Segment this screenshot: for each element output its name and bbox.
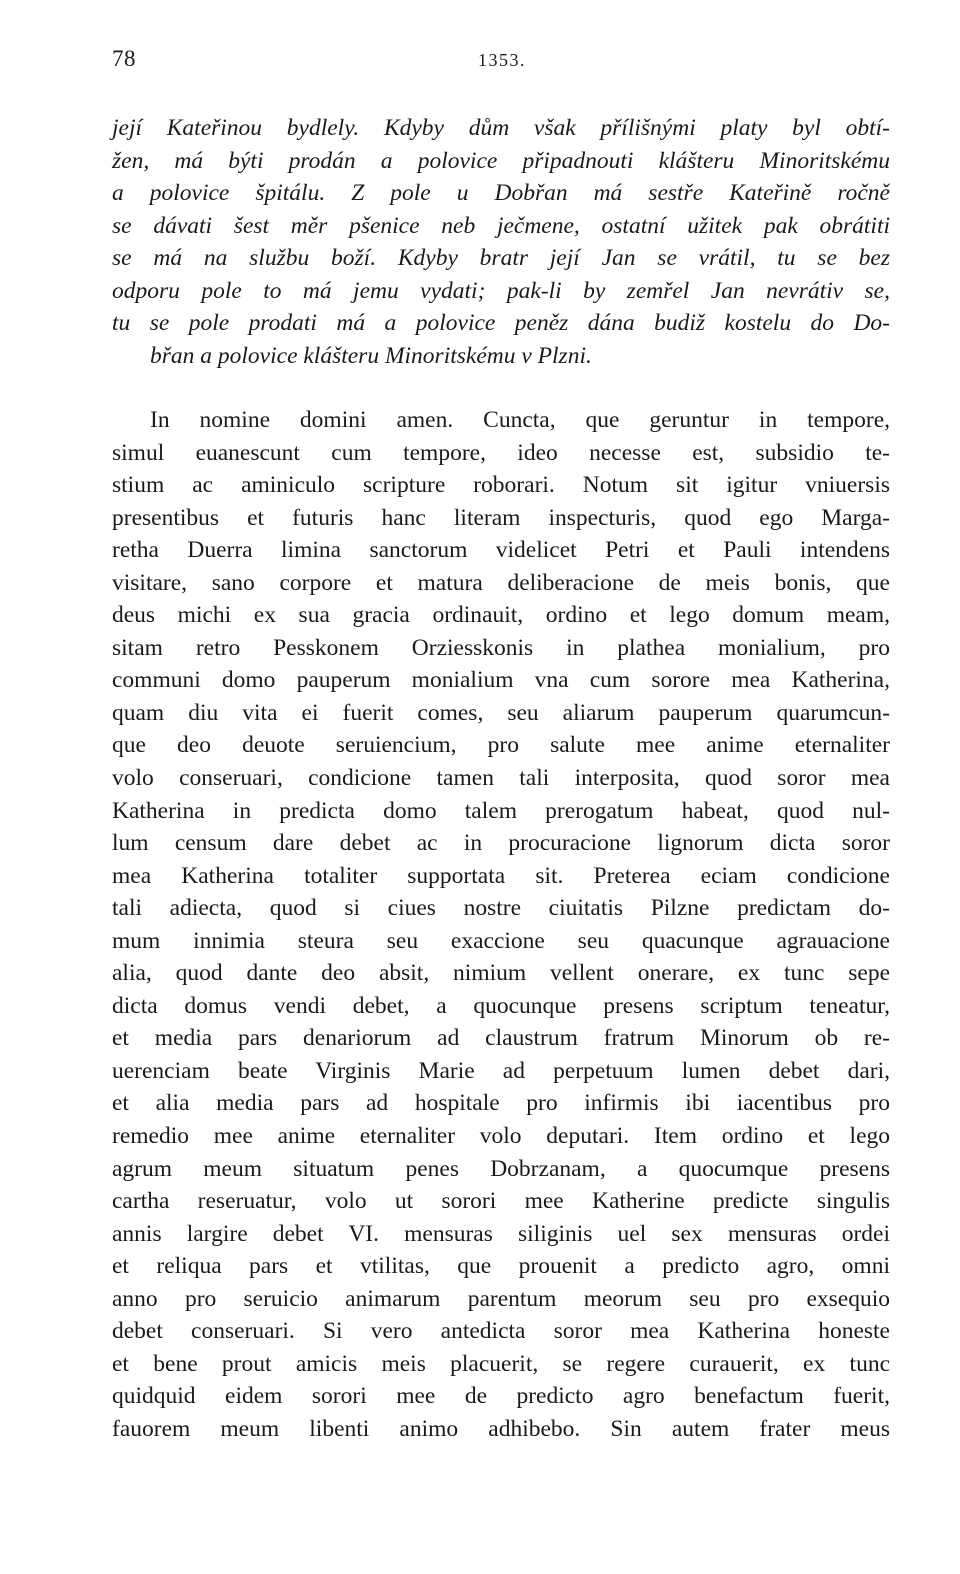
text-line: anno pro seruicio animarum parentum meorum seu pro exsequio <box>112 1285 890 1312</box>
text-line: communi domo pauperum monialium vna cum sorore mea Katherina, <box>112 667 890 694</box>
text-line: que deo deuote seruiencium, pro salute mee anime eternaliter <box>112 732 890 759</box>
text-line: cartha reseruatur, volo ut sorori mee Katherine predicte singulis <box>112 1188 890 1215</box>
text-line: In nomine domini amen. Cuncta, que geruntur in tempore, <box>150 407 890 433</box>
text-line: stium ac aminiculo scripture roborari. Notum sit igitur vniuersis <box>112 472 890 499</box>
text-line: quidquid eidem sorori mee de predicto agro benefactum fuerit, <box>112 1383 890 1410</box>
text-line: sitam retro Pesskonem Orziesskonis in plathea monialium, pro <box>112 634 890 661</box>
text-line: quam diu vita ei fuerit comes, seu aliarum pauperum quarumcun- <box>112 699 890 726</box>
text-line: retha Duerra limina sanctorum videlicet Petri et Pauli intendens <box>112 537 890 564</box>
text-line: presentibus et futuris hanc literam inspecturis, quod ego Marga- <box>112 504 890 531</box>
czech-summary-paragraph <box>112 112 890 372</box>
text-line: mum innimia steura seu exaccione seu quacunque agrauacione <box>112 927 890 954</box>
text-line: debet conseruari. Si vero antedicta soror mea Katherina honeste <box>112 1318 890 1345</box>
text-line: žen, má býti prodán a polovice připadnouti klášteru Minoritskému <box>112 147 890 174</box>
text-line: a polovice špitálu. Z pole u Dobřan má sestře Kateřině ročně <box>112 180 890 206</box>
text-line: volo conseruari, condicione tamen tali interposita, quod soror mea <box>112 765 890 792</box>
text-line: tali adiecta, quod si ciues nostre ciuitatis Pilzne predictam do- <box>112 895 890 922</box>
text-line: et alia media pars ad hospitale pro infirmis ibi iacentibus pro <box>112 1090 890 1117</box>
text-line: lum censum dare debet ac in procuracione lignorum dicta soror <box>112 830 890 857</box>
text-line: dicta domus vendi debet, a quocunque presens scriptum teneatur, <box>112 992 890 1019</box>
text-line: břan a polovice klášteru Minoritskému v Plzni. <box>150 342 592 369</box>
text-line: annis largire debet VI. mensuras siliginis uel sex mensuras ordei <box>112 1220 890 1247</box>
text-line: visitare, sano corpore et matura deliberacione de meis bonis, que <box>112 569 890 596</box>
text-line: se dávati šest měr pšenice neb ječmene, ostatní užitek pak obrátiti <box>112 212 890 239</box>
text-line: agrum meum situatum penes Dobrzanam, a quocumque presens <box>112 1155 890 1182</box>
text-line: fauorem meum libenti animo adhibebo. Sin autem frater meus <box>112 1415 890 1442</box>
text-line: et bene prout amicis meis placuerit, se regere curauerit, ex tunc <box>112 1350 890 1377</box>
text-line: et reliqua pars et vtilitas, que prouenit a predicto agro, omni <box>112 1253 890 1280</box>
text-line: Katherina in predicta domo talem prerogatum habeat, quod nul- <box>112 797 890 824</box>
text-line: remedio mee anime eternaliter volo deputari. Item ordino et lego <box>112 1123 890 1150</box>
text-line: odporu pole to má jemu vydati; pak-li by zemřel Jan nevrátiv se, <box>112 277 890 304</box>
text-line: mea Katherina totaliter supportata sit. Preterea eciam condicione <box>112 862 890 889</box>
text-line: simul euanescunt cum tempore, ideo necesse est, subsidio te- <box>112 439 890 466</box>
text-line: deus michi ex sua gracia ordinauit, ordino et lego domum meam, <box>112 602 890 629</box>
page-year-header: 1353. <box>478 50 526 70</box>
page-number: 78 <box>112 46 136 71</box>
text-line: se má na službu boží. Kdyby bratr její Jan se vrátil, tu se bez <box>112 245 890 271</box>
text-line: et media pars denariorum ad claustrum fratrum Minorum ob re- <box>112 1025 890 1052</box>
text-line: její Kateřinou bydlely. Kdyby dům však přílišnými platy byl obtí- <box>112 115 890 141</box>
text-line: tu se pole prodati má a polovice peněz dána budiž kostelu do Do- <box>112 310 890 336</box>
text-line: uerenciam beate Virginis Marie ad perpetuum lumen debet dari, <box>112 1057 890 1084</box>
latin-charter-paragraph <box>112 404 890 1446</box>
text-line: alia, quod dante deo absit, nimium vellent onerare, ex tunc sepe <box>112 960 890 987</box>
